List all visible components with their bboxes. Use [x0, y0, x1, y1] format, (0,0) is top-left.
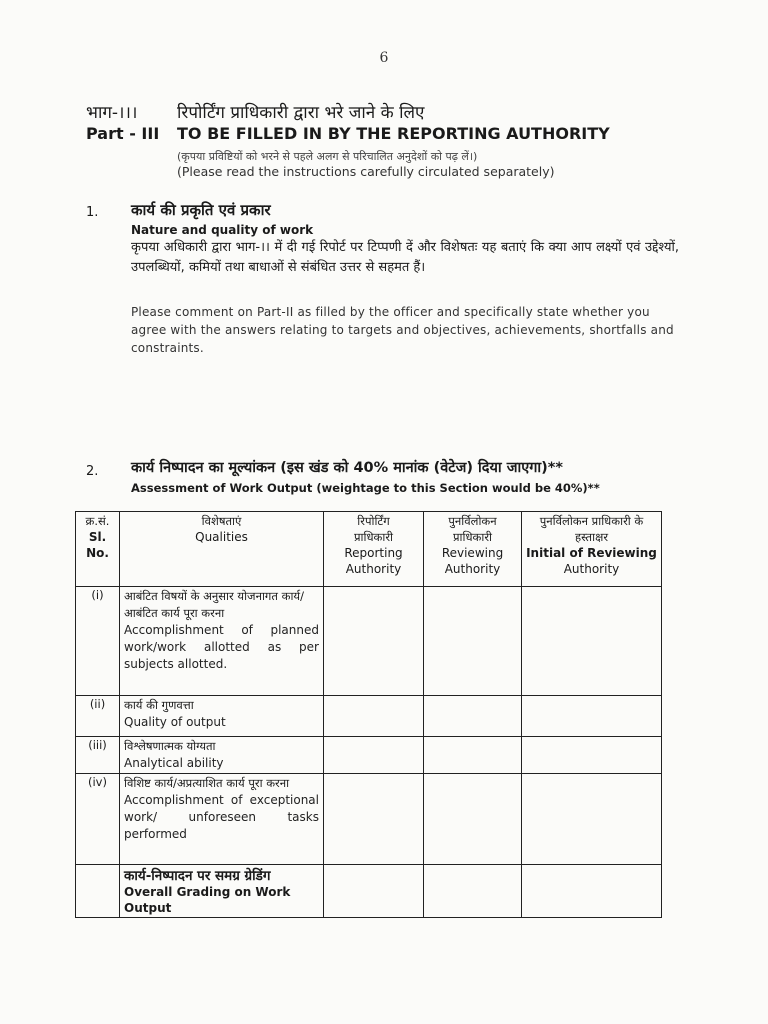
- reporting-authority-cell[interactable]: [324, 774, 424, 865]
- reviewing-initial-cell[interactable]: [522, 774, 662, 865]
- reporting-authority-cell[interactable]: [324, 696, 424, 737]
- overall-initial-cell[interactable]: [522, 865, 662, 918]
- section-1-heading-hindi: कार्य की प्रकृति एवं प्रकार: [131, 201, 271, 219]
- reporting-authority-cell[interactable]: [324, 587, 424, 696]
- section-1-paragraph-english: Please comment on Part-II as filled by the officer and specifically state whether you agree with the answers relating to targets and objectives, achievements, shortfalls and constraints.: [131, 305, 674, 355]
- reviewing-initial-cell[interactable]: [522, 587, 662, 696]
- header-initial-of-reviewing-authority: पुनर्विलोकन प्राधिकारी के हस्ताक्षर Initial of Reviewing Authority: [522, 512, 662, 587]
- instruction-note-hindi: (कृपया प्रविष्टियों को भरने से पहले अलग से परिचालित अनुदेशों को पढ़ लें।): [177, 150, 478, 163]
- part-title-english: TO BE FILLED IN BY THE REPORTING AUTHORITY: [177, 124, 610, 143]
- section-2-heading-hindi: कार्य निष्पादन का मूल्यांकन (इस खंड को 40% मानांक (वेटेज) दिया जाएगा)**: [131, 460, 563, 476]
- reviewing-authority-cell[interactable]: [424, 696, 522, 737]
- reviewing-initial-cell[interactable]: [522, 696, 662, 737]
- overall-grading-label: कार्य-निष्पादन पर समग्र ग्रेडिंग Overall Grading on Work Output: [120, 865, 324, 918]
- part-title-hindi: रिपोर्टिंग प्राधिकारी द्वारा भरे जाने के लिए: [177, 103, 425, 123]
- assessment-table: [75, 511, 662, 918]
- row-quality: आबंटित विषयों के अनुसार योजनागत कार्य/आबंटित कार्य पूरा करना Accomplishment of planned work/work allotted as per subjects allotted.: [120, 587, 324, 696]
- instruction-note-english: (Please read the instructions carefully circulated separately): [177, 164, 555, 179]
- row-quality: विश्लेषणात्मक योग्यता Analytical ability: [120, 737, 324, 774]
- part-label-hindi: भाग-।।।: [86, 103, 138, 123]
- row-quality: विशिष्ट कार्य/अप्रत्याशित कार्य पूरा करना Accomplishment of exceptional work/ unforeseen tasks performed: [120, 774, 324, 865]
- section-1-paragraph-hindi: कृपया अधिकारी द्वारा भाग-।। में दी गई रिपोर्ट पर टिप्पणी दें और विशेषतः यह बताएं कि क्या आप लक्ष्यों एवं उद्देश्यों, उपलब्धियों, कमियों तथा बाधाओं से संबंधित उत्तर से सहमत हैं।: [131, 240, 679, 275]
- table-header-row: [76, 512, 662, 587]
- reviewing-authority-cell[interactable]: [424, 587, 522, 696]
- section-2: [131, 457, 600, 495]
- table-row: [76, 737, 662, 774]
- reporting-authority-cell[interactable]: [324, 737, 424, 774]
- row-sl-number: (i): [76, 587, 120, 696]
- reviewing-authority-cell[interactable]: [424, 774, 522, 865]
- section-1-heading-english: Nature and quality of work: [131, 223, 314, 237]
- table-row: [76, 774, 662, 865]
- part-heading-hindi: [86, 100, 424, 123]
- row-quality: कार्य की गुणवत्ता Quality of output: [120, 696, 324, 737]
- header-qualities: विशेषताएं Qualities: [120, 512, 324, 587]
- reviewing-authority-cell[interactable]: [424, 737, 522, 774]
- page-number: 6: [379, 50, 389, 66]
- reviewing-initial-cell[interactable]: [522, 737, 662, 774]
- row-sl-number: (iii): [76, 737, 120, 774]
- header-sl-no: क्र.सं. Sl. No.: [76, 512, 120, 587]
- overall-sl-empty: [76, 865, 120, 918]
- table-row: [76, 696, 662, 737]
- overall-reviewing-cell[interactable]: [424, 865, 522, 918]
- table-row: [76, 587, 662, 696]
- section-1-number: 1.: [86, 205, 99, 220]
- overall-grading-row: [76, 865, 662, 918]
- section-2-number: 2.: [86, 464, 99, 479]
- section-2-heading-english: Assessment of Work Output (weightage to this Section would be 40%)**: [131, 481, 600, 495]
- header-reviewing-authority: पुनर्विलोकन प्राधिकारी Reviewing Authority: [424, 512, 522, 587]
- part-label-english: Part - III: [86, 124, 160, 143]
- header-reporting-authority: रिपोर्टिंग प्राधिकारी Reporting Authority: [324, 512, 424, 587]
- row-sl-number: (ii): [76, 696, 120, 737]
- part-heading-english: [86, 124, 610, 143]
- overall-reporting-cell[interactable]: [324, 865, 424, 918]
- row-sl-number: (iv): [76, 774, 120, 865]
